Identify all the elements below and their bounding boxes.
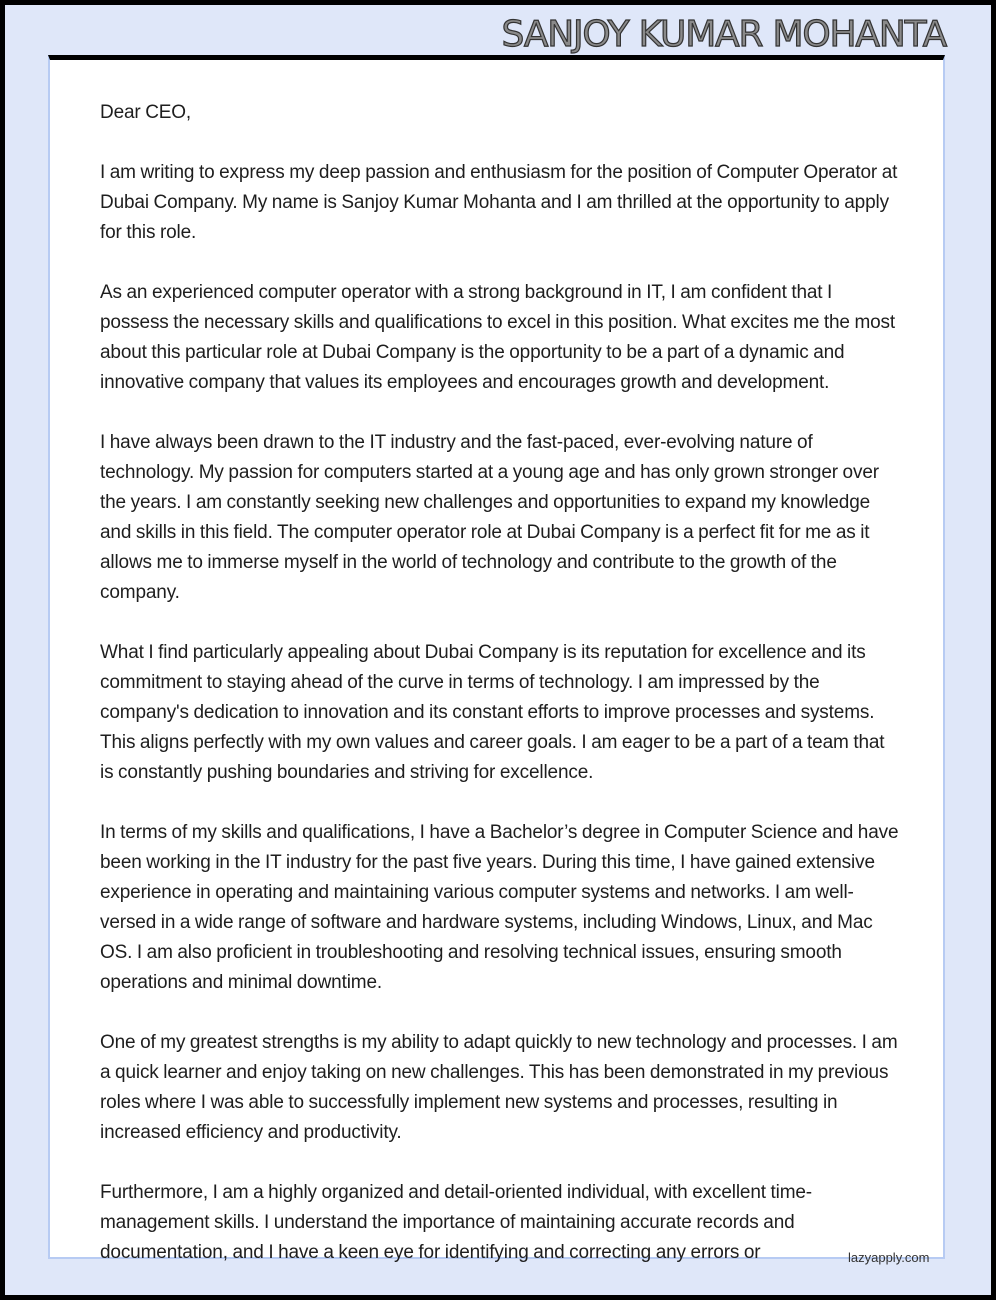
page-frame <box>5 5 991 1295</box>
cover-letter-body <box>100 98 900 1295</box>
letter-paragraph: What I find particularly appealing about Dubai Company is its reputation for excellence and its commitment to staying ahead of the curve in terms of technology. I am impressed by the company's dedication to innovation and its constant efforts to improve processes and systems. This aligns perfectly with my own values and career goals. I am eager to be a part of a team that is constantly pushing boundaries and striving for excellence. <box>100 642 885 783</box>
watermark-text: lazyapply.com <box>848 1250 930 1265</box>
letter-paragraph: One of my greatest strengths is my ability to adapt quickly to new technology and processes. I am a quick learner and enjoy taking on new challenges. This has been demonstrated in my previous roles where I was able to successfully implement new systems and processes, resulting in increased efficiency and productivity. <box>100 1032 898 1143</box>
letter-paragraph: As an experienced computer operator with a strong background in IT, I am confident that I possess the necessary skills and qualifications to excel in this position. What excites me the most about this particular role at Dubai Company is the opportunity to be a part of a dynamic and innovative company that values its employees and encourages growth and development. <box>100 282 896 393</box>
letter-paragraph: In terms of my skills and qualifications, I have a Bachelor’s degree in Computer Science and have been working in the IT industry for the past five years. During this time, I have gained extensive experience in operating and maintaining various computer systems and networks. I am well-versed in a wide range of software and hardware systems, including Windows, Linux, and Mac OS. I am also proficient in troubleshooting and resolving technical issues, ensuring smooth operations and minimal downtime. <box>100 822 899 993</box>
letter-paragraph: Furthermore, I am a highly organized and detail-oriented individual, with excellent time-management skills. I understand the importance of maintaining accurate records and documentation, and I have a keen eye for identifying and correcting any errors or <box>100 1182 812 1263</box>
letter-paragraph: I have always been drawn to the IT industry and the fast-paced, ever-evolving nature of technology. My passion for computers started at a young age and has only grown stronger over the years. I am constantly seeking new challenges and opportunities to expand my knowledge and skills in this field. The computer operator role at Dubai Company is a perfect fit for me as it allows me to immerse myself in the world of technology and contribute to the growth of the company. <box>100 432 879 603</box>
applicant-name-header: SANJOY KUMAR MOHANTA <box>501 14 946 55</box>
letter-paragraph: I am writing to express my deep passion and enthusiasm for the position of Computer Operator at Dubai Company. My name is Sanjoy Kumar Mohanta and I am thrilled at the opportunity to apply for this role. <box>100 162 898 243</box>
letter-salutation: Dear CEO, <box>100 102 192 123</box>
